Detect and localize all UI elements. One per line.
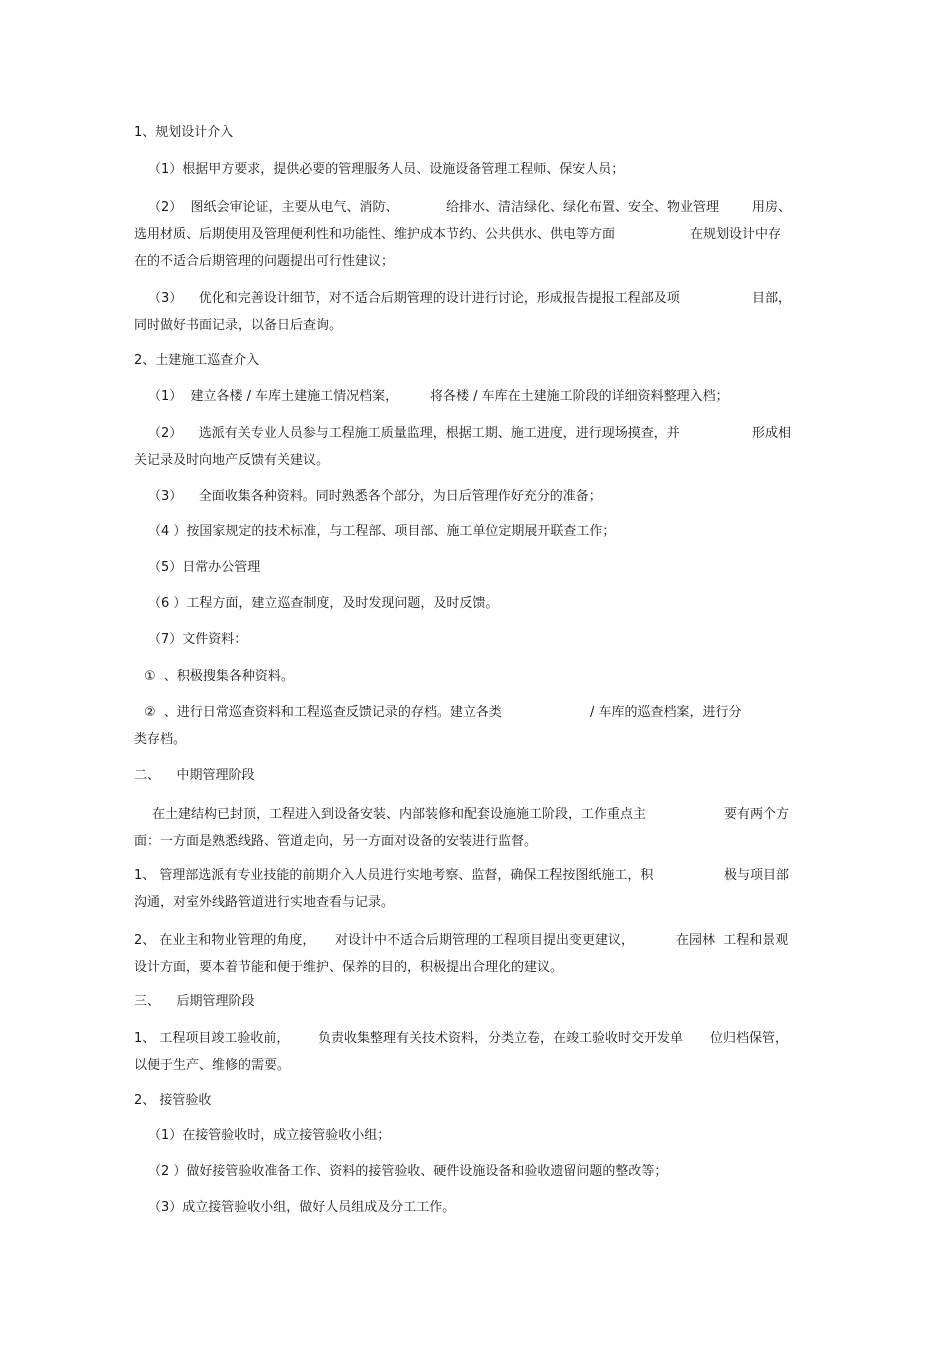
text-line-24-seg-0: 2、 在业主和物业管理的角度， <box>134 933 316 948</box>
text-line-11-seg-0: （3） 全面收集各种资料。同时熟悉各个部分，为日后管理作好充分的准备； <box>148 489 602 504</box>
text-line-10-seg-0: 关记录及时向地产反馈有关建议。 <box>134 453 330 468</box>
text-line-22-seg-1: 极与项目部 <box>724 868 790 883</box>
text-line-7-seg-0: 2、土建施工巡查介入 <box>134 353 260 368</box>
text-line-14-seg-0: （6 ）工程方面，建立巡查制度，及时发现问题，及时反馈。 <box>148 596 499 611</box>
text-line-20-seg-0: 在土建结构已封顶，工程进入到设备安装、内部装修和配套设施施工阶段，工作重点主 <box>152 807 647 822</box>
text-line-21-seg-0: 面：一方面是熟悉线路、管道走向，另一方面对设备的安装进行监督。 <box>134 834 538 849</box>
text-line-3-seg-1: 在规划设计中存 <box>690 227 782 242</box>
text-line-26-seg-0: 三、 后期管理阶段 <box>134 994 255 1009</box>
text-line-17-seg-1: / 车库的巡查档案，进行分 <box>590 705 742 720</box>
text-line-12-seg-0: （4 ）按国家规定的技术标准，与工程部、项目部、施工单位定期展开联查工作； <box>148 524 616 539</box>
text-line-17-seg-0: ② 、进行日常巡查资料和工程巡查反馈记录的存档。建立各类 <box>144 705 502 720</box>
text-line-9-seg-0: （2） 选派有关专业人员参与工程施工质量监理，根据工期、施工进度，进行现场摸查，并 <box>148 426 680 441</box>
text-line-24-seg-2: 在园林 工程和景观 <box>676 933 789 948</box>
text-line-3-seg-0: 选用材质、后期使用及管理便利性和功能性、维护成本节约、公共供水、供电等方面 <box>134 227 616 242</box>
text-line-27-seg-0: 1、 工程项目竣工验收前， <box>134 1031 290 1046</box>
text-line-9-seg-1: 形成相 <box>752 426 792 441</box>
text-line-13-seg-0: （5）日常办公管理 <box>148 560 261 575</box>
text-line-24-seg-1: 对设计中不适合后期管理的工程项目提出变更建议， <box>335 933 635 948</box>
text-line-19-seg-0: 二、 中期管理阶段 <box>134 768 255 783</box>
text-line-2-seg-2: 用房、 <box>752 200 792 215</box>
text-line-20-seg-1: 要有两个方 <box>724 807 790 822</box>
text-line-5-seg-1: 目部， <box>752 291 792 306</box>
text-line-15-seg-0: （7）文件资料： <box>148 632 248 647</box>
text-line-2-seg-1: 给排水、清洁绿化、绿化布置、安全、物业管理 <box>446 200 720 215</box>
text-line-32-seg-0: （3）成立接管验收小组，做好人员组成及分工工作。 <box>148 1200 456 1215</box>
text-line-1-seg-0: （1）根据甲方要求，提供必要的管理服务人员、设施设备管理工程师、保安人员； <box>148 162 625 177</box>
text-line-6-seg-0: 同时做好书面记录，以备日后查询。 <box>134 318 343 333</box>
text-line-8-seg-0: （1） 建立各楼 / 车库土建施工情况档案， <box>148 389 399 404</box>
text-line-5-seg-0: （3） 优化和完善设计细节，对不适合后期管理的设计进行讨论，形成报告提报工程部及项 <box>148 291 680 306</box>
text-line-30-seg-0: （1）在接管验收时，成立接管验收小组； <box>148 1128 391 1143</box>
text-line-23-seg-0: 沟通，对室外线路管道进行实地查看与记录。 <box>134 895 395 910</box>
text-line-16-seg-0: ① 、积极搜集各种资料。 <box>144 669 294 684</box>
text-line-4-seg-0: 在的不适合后期管理的问题提出可行性建议； <box>134 254 395 269</box>
text-line-0-seg-0: 1、规划设计介入 <box>134 125 234 140</box>
text-line-27-seg-2: 分类立卷，在竣工验收时交开发单 <box>488 1031 684 1046</box>
text-line-25-seg-0: 设计方面，要本着节能和便于维护、保养的目的，积极提出合理化的建议。 <box>134 960 564 975</box>
text-line-27-seg-1: 负责收集整理有关技术资料， <box>318 1031 488 1046</box>
text-line-29-seg-0: 2、 接管验收 <box>134 1093 212 1108</box>
text-line-2-seg-0: （2） 图纸会审论证，主要从电气、消防、 <box>148 200 399 215</box>
text-line-18-seg-0: 类存档。 <box>134 732 187 747</box>
text-line-22-seg-0: 1、 管理部选派有专业技能的前期介入人员进行实地考察、监督，确保工程按图纸施工，积 <box>134 868 654 883</box>
text-line-8-seg-1: 将各楼 / 车库在土建施工阶段的详细资料整理入档； <box>430 389 729 404</box>
text-line-31-seg-0: （2 ）做好接管验收准备工作、资料的接管验收、硬件设施设备和验收遗留问题的整改等； <box>148 1164 668 1179</box>
text-line-27-seg-3: 位归档保管， <box>710 1031 789 1046</box>
text-line-28-seg-0: 以便于生产、维修的需要。 <box>134 1058 291 1073</box>
